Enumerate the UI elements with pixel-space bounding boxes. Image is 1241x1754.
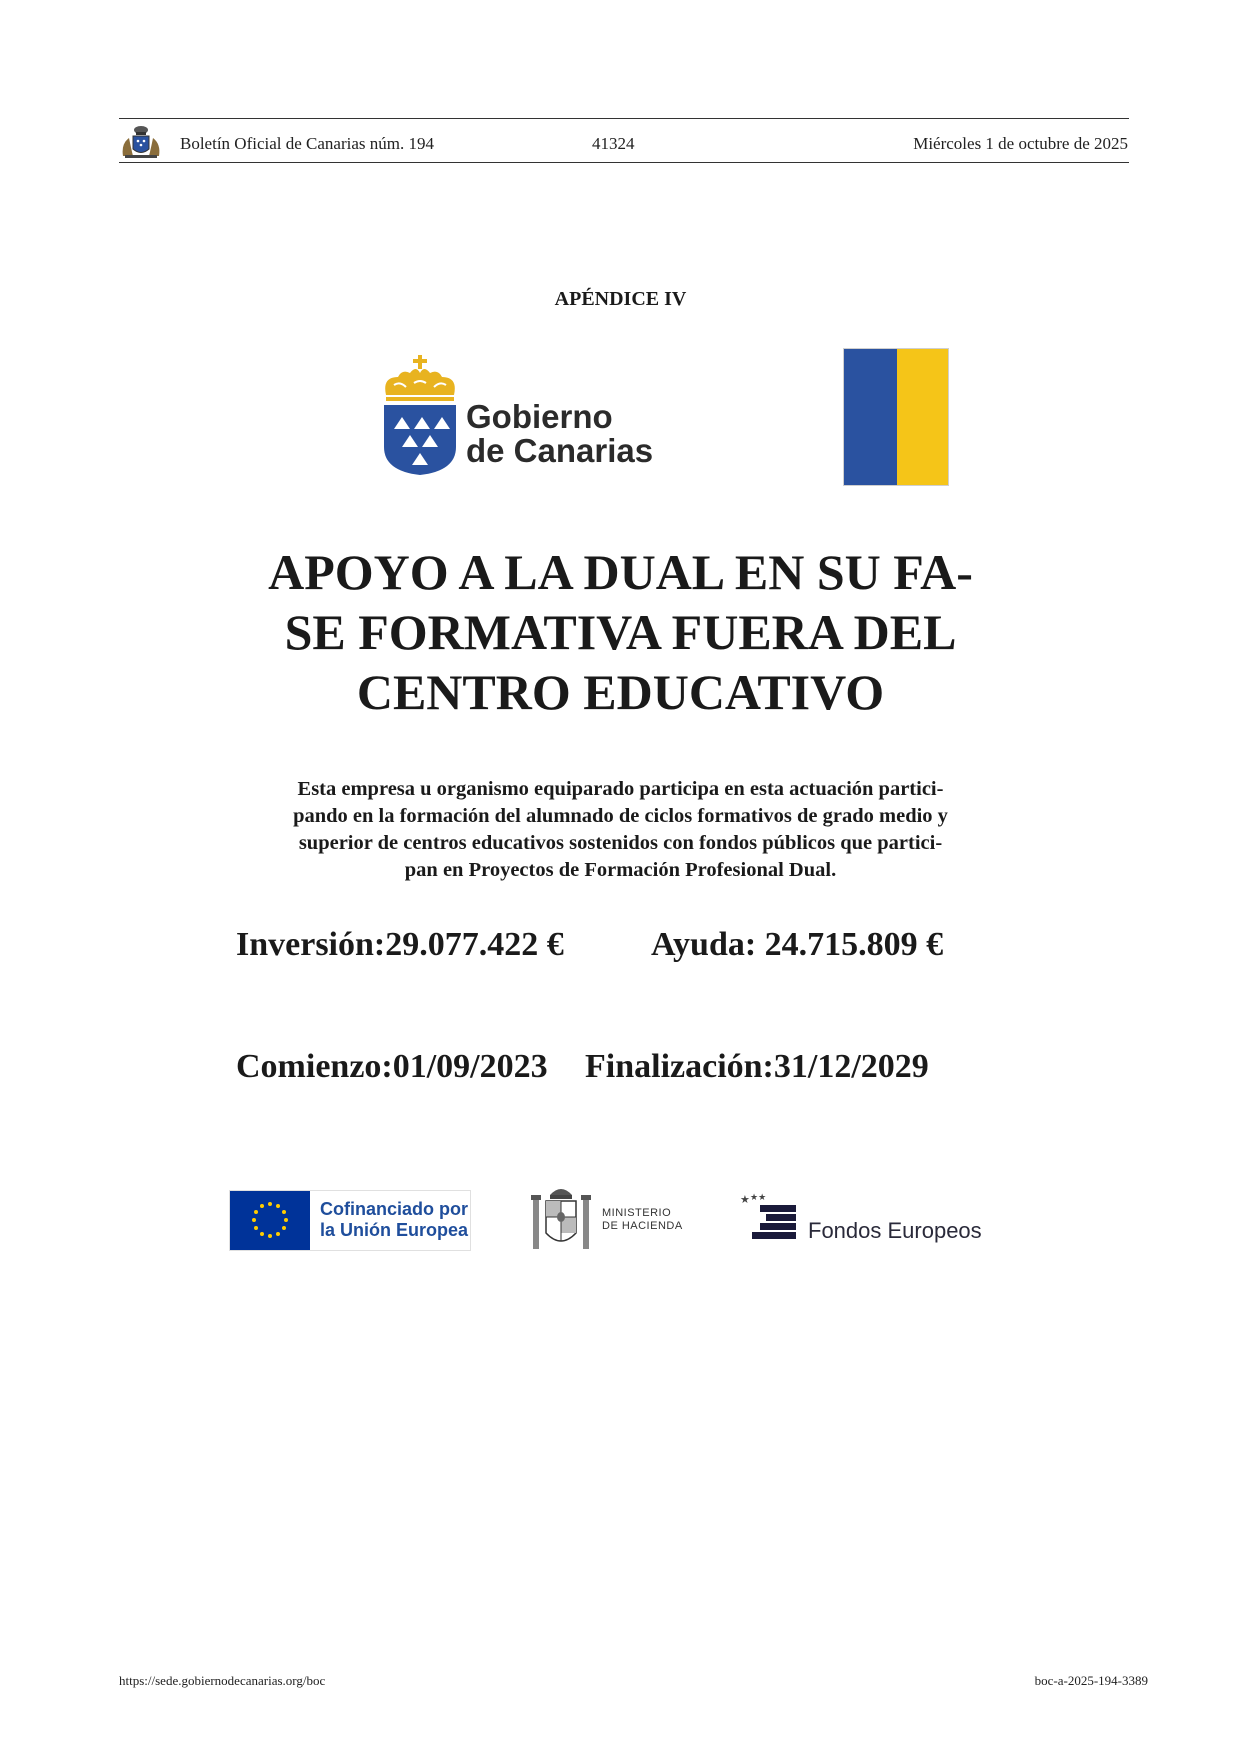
header-top-rule [119, 118, 1129, 119]
title-line: SE FORMATIVA FUERA DEL [284, 604, 957, 660]
page-number: 41324 [592, 134, 635, 153]
inversion-amount: Inversión:29.077.422 € [236, 926, 564, 963]
end-date: Finalización:31/12/2029 [585, 1048, 929, 1085]
ministerio-line2: DE HACIENDA [602, 1220, 683, 1232]
description-line: pan en Proyectos de Formación Profesional Dual. [404, 859, 837, 881]
svg-text:★: ★ [740, 1193, 750, 1206]
spain-coat-of-arms-icon [530, 1183, 592, 1255]
eu-logo-line1: Cofinanciado por [320, 1199, 468, 1219]
gobierno-canarias-crest-icon [380, 355, 460, 477]
start-date: Comienzo:01/09/2023 [236, 1048, 548, 1085]
bulletin-title: Boletín Oficial de Canarias núm. 194 [180, 134, 434, 153]
gobierno-logo-line2: de Canarias [466, 432, 654, 469]
publication-date: Miércoles 1 de octubre de 2025 [913, 134, 1128, 153]
flag-blue-band [844, 349, 897, 485]
eu-cofinanced-logo [229, 1190, 471, 1251]
appendix-heading: APÉNDICE IV [554, 288, 687, 310]
description-line: superior de centros educativos sostenidos con fondos públicos que partici- [298, 832, 943, 854]
ayuda-amount: Ayuda: 24.715.809 € [651, 926, 944, 963]
ministerio-line1: MINISTERIO [602, 1207, 672, 1219]
svg-text:★★: ★★ [750, 1193, 767, 1203]
eu-flag-icon [230, 1191, 310, 1250]
title-line: CENTRO EDUCATIVO [356, 664, 885, 720]
description-line: pando en la formación del alumnado de ciclos formativos de grado medio y [293, 805, 948, 827]
description-line: Esta empresa u organismo equiparado participa en esta actuación partici- [297, 778, 944, 800]
coat-of-arms-icon [119, 122, 163, 160]
header-bottom-rule [119, 162, 1129, 163]
fondos-europeos-label: Fondos Europeos [808, 1218, 982, 1243]
flag-yellow-band [897, 349, 948, 485]
canarias-flag [843, 348, 949, 486]
gobierno-logo-line1: Gobierno [466, 398, 613, 435]
main-title [200, 542, 1041, 722]
footer-document-code: boc-a-2025-194-3389 [1034, 1673, 1148, 1688]
eu-logo-line2: la Unión Europea [320, 1220, 469, 1240]
description-paragraph [235, 776, 1006, 884]
footer-url[interactable]: https://sede.gobiernodecanarias.org/boc [119, 1673, 326, 1688]
fondos-europeos-icon [740, 1193, 802, 1243]
title-line: APOYO A LA DUAL EN SU FA- [268, 544, 973, 600]
